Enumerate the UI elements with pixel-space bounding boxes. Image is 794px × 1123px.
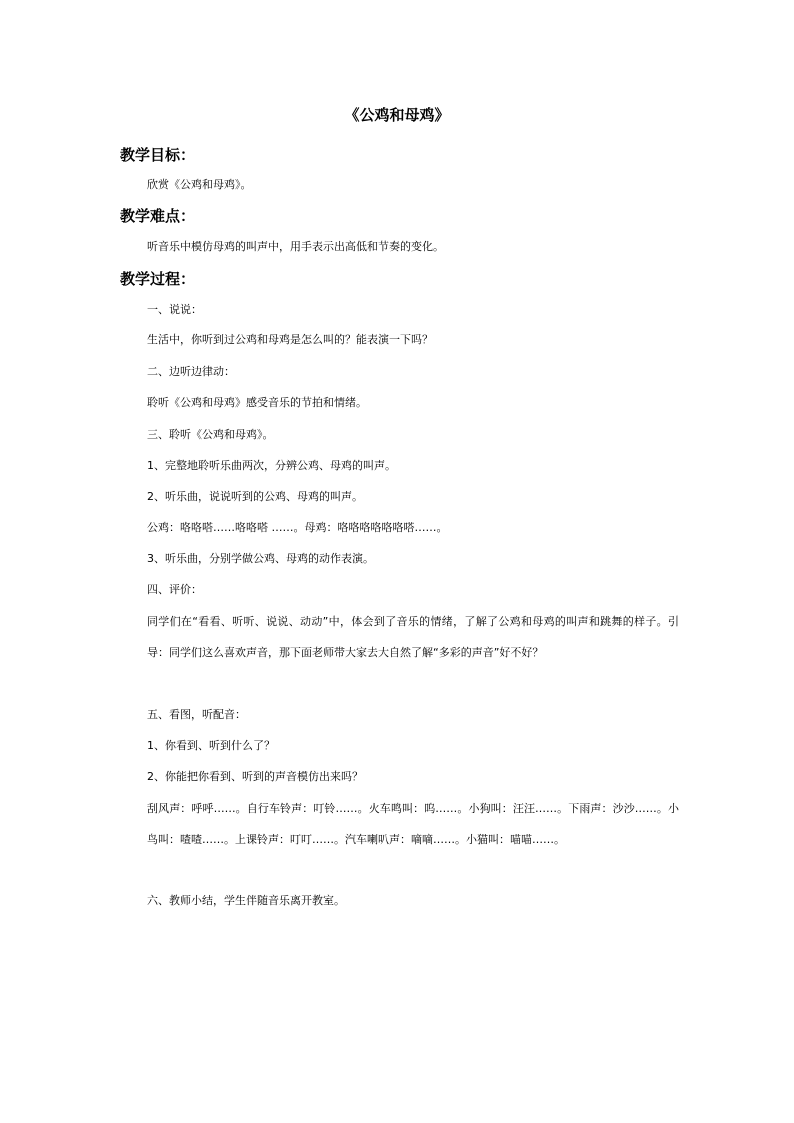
process-line-listen-heading: 三、聆听《公鸡和母鸡》。 <box>147 428 274 441</box>
heading-teaching-goal: 教学目标： <box>120 146 196 164</box>
process-line-picture-step-1: 1、你看到、听到什么了？ <box>147 739 275 752</box>
heading-teaching-difficulty: 教学难点： <box>120 207 196 225</box>
page-title: 《公鸡和母鸡》 <box>344 106 450 124</box>
process-line-picture-step-2: 2、你能把你看到、听到的声音模仿出来吗？ <box>147 770 363 783</box>
process-line-say-heading: 一、说说： <box>147 303 202 316</box>
process-line-chicken-sounds: 公鸡：咯咯嗒……咯咯嗒 ……。母鸡：咯咯咯咯咯咯嗒……。 <box>147 521 448 534</box>
process-line-listen-step-3: 3、听乐曲，分别学做公鸡、母鸡的动作表演。 <box>147 552 374 565</box>
process-line-evaluate-heading: 四、评价： <box>147 583 202 596</box>
process-line-picture-heading: 五、看图，听配音： <box>147 708 246 721</box>
process-line-say-question: 生活中，你听到过公鸡和母鸡是怎么叫的？能表演一下吗？ <box>147 333 433 346</box>
process-line-rhythm-text: 聆听《公鸡和母鸡》感受音乐的节拍和情绪。 <box>147 396 367 409</box>
process-paragraph-sound-imitation: 刮风声：呼呼……。自行车铃声：叮铃……。火车鸣叫：呜……。小狗叫：汪汪……。下雨声：沙沙……。小鸟叫：喳喳……。上课铃声：叮叮……。汽车喇叭声：嘀嘀……。小猫叫：喵喵……。 <box>147 802 679 846</box>
process-line-rhythm-heading: 二、边听边律动： <box>147 365 235 378</box>
process-line-listen-step-2: 2、听乐曲，说说听到的公鸡、母鸡的叫声。 <box>147 490 363 503</box>
process-line-listen-step-1: 1、完整地聆听乐曲两次，分辨公鸡、母鸡的叫声。 <box>147 459 396 472</box>
process-line-summary: 六、教师小结，学生伴随音乐离开教室。 <box>147 894 345 907</box>
difficulty-text: 听音乐中模仿母鸡的叫声中，用手表示出高低和节奏的变化。 <box>147 240 444 253</box>
heading-teaching-process: 教学过程： <box>120 270 196 288</box>
process-paragraph-evaluation: 同学们在“看看、听听、说说、动动”中，体会到了音乐的情绪，了解了公鸡和母鸡的叫声和跳舞的样子。引导：同学们这么喜欢声音，那下面老师带大家去大自然了解“多彩的声音”好不好？ <box>147 615 679 659</box>
goal-text: 欣赏《公鸡和母鸡》。 <box>147 178 252 191</box>
